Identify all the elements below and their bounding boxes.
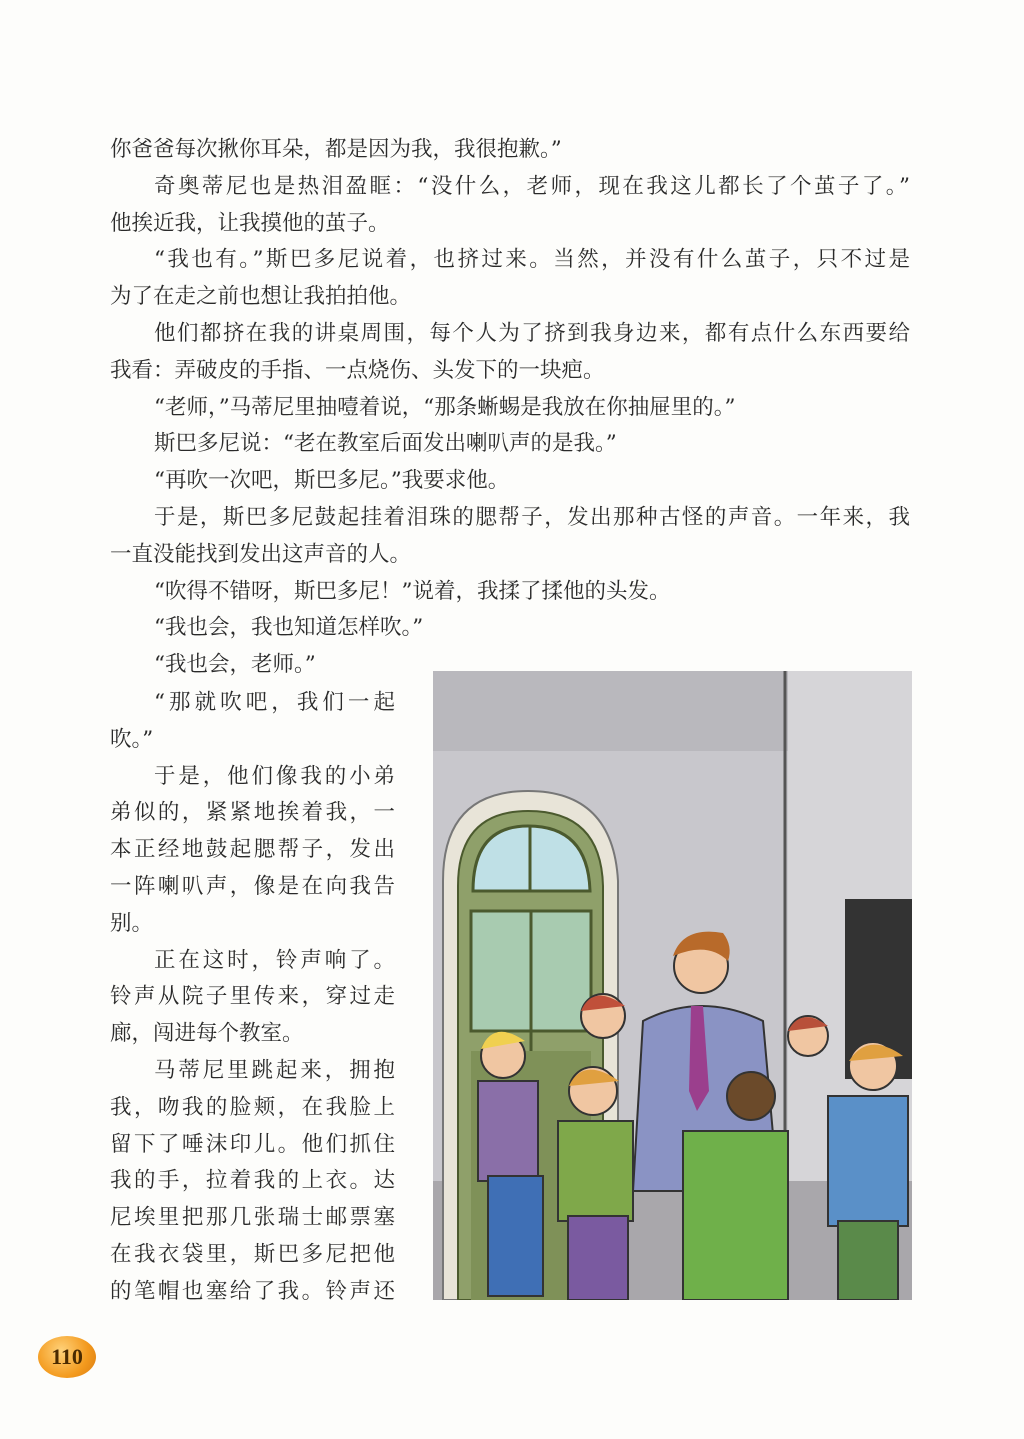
text-line: 为了在走之前也想让我拍拍他。 (110, 284, 412, 310)
text-line: 他们都挤在我的讲桌周围，每个人为了挤到我身边来，都有点什么东西要给 (154, 321, 910, 346)
text-line: 弟似的，紧紧地挨着我，一 (110, 800, 395, 826)
text-line: 我看：弄破皮的手指、一点烧伤、头发下的一块疤。 (110, 357, 605, 383)
text-line: 廊，闯进每个教室。 (110, 1021, 304, 1047)
text-line: “老师，”马蒂尼里抽噎着说，“那条蜥蜴是我放在你抽屉里的。” (154, 394, 736, 420)
text-line: “我也会，我也知道怎样吹。” (154, 615, 424, 641)
text-line: 本正经地鼓起腮帮子，发出 (110, 837, 395, 863)
text-line: 你爸爸每次揪你耳朵，都是因为我，我很抱歉。” (110, 137, 562, 162)
text-line: 马蒂尼里跳起来，拥抱 (154, 1058, 395, 1083)
text-line: 的笔帽也塞给了我。铃声还 (110, 1278, 395, 1304)
text-line: 我，吻我的脸颊，在我脸上 (110, 1094, 395, 1120)
text-line: 在我衣袋里，斯巴多尼把他 (110, 1242, 395, 1267)
text-line: 留下了唾沫印儿。他们抓住 (110, 1131, 395, 1157)
text-line: 我的手，拉着我的上衣。达 (110, 1168, 395, 1194)
text-line: “再吹一次吧，斯巴多尼。”我要求他。 (154, 468, 510, 494)
page-number-badge: 110 (38, 1336, 96, 1378)
text-line: 于是，他们像我的小弟 (154, 763, 395, 789)
text-line: “我也会，老师。” (154, 652, 316, 678)
text-line: 于是，斯巴多尼鼓起挂着泪珠的腮帮子，发出那种古怪的声音。一年来，我 (154, 505, 910, 530)
text-line: 奇奥蒂尼也是热泪盈眶：“没什么，老师，现在我这儿都长了个茧子了。” (154, 173, 910, 199)
text-line: 别。 (110, 910, 154, 936)
text-line: 他挨近我，让我摸他的茧子。 (110, 210, 390, 236)
text-line: “那就吹吧，我们一起 (154, 690, 395, 715)
text-line: 尼埃里把那几张瑞士邮票塞 (110, 1205, 395, 1231)
text-line: 铃声从院子里传来，穿过走 (110, 984, 395, 1010)
text-line: 正在这时，铃声响了。 (154, 947, 395, 973)
text-line: 一阵喇叭声，像是在向我告 (110, 874, 395, 899)
text-line: 一直没能找到发出这声音的人。 (110, 541, 412, 567)
classroom-illustration (433, 671, 912, 1300)
text-line: 吹。” (110, 726, 154, 752)
text-line: 斯巴多尼说：“老在教室后面发出喇叭声的是我。” (154, 431, 617, 457)
text-line: “我也有。”斯巴多尼说着，也挤过来。当然，并没有什么茧子，只不过是 (154, 247, 910, 273)
text-line: “吹得不错呀，斯巴多尼！”说着，我揉了揉他的头发。 (154, 578, 671, 604)
